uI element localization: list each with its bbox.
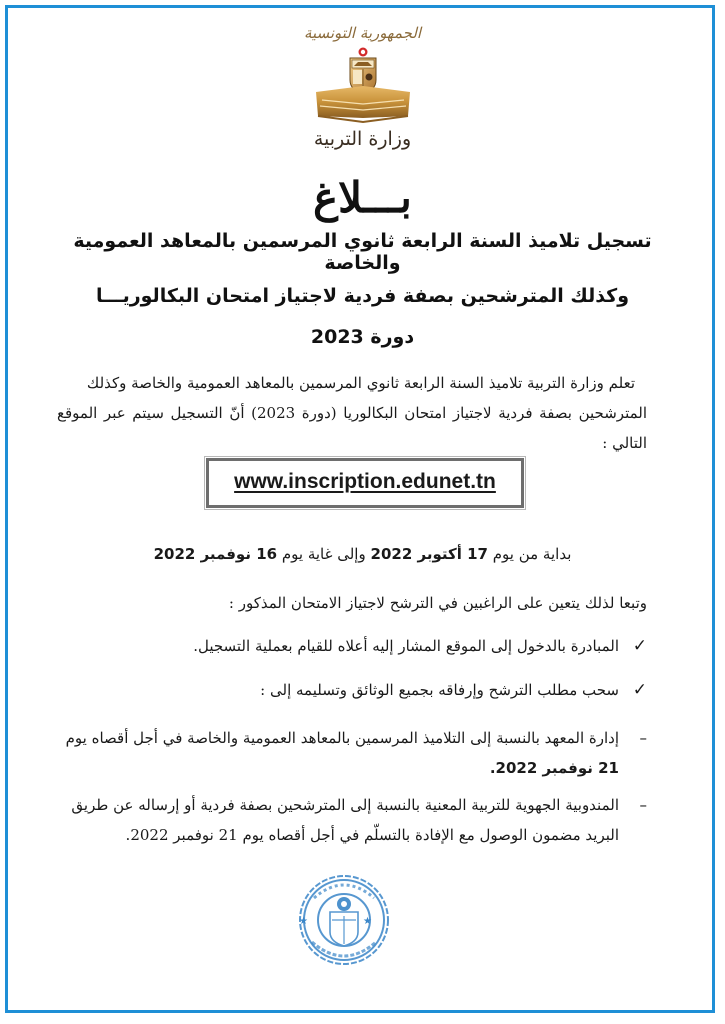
period-prefix: بداية من يوم [492,545,572,563]
dash-bullet-icon: – [639,729,647,747]
step-text: المبادرة بالدخول إلى الموقع المشار إليه أعلاه للقيام بعملية التسجيل. [193,637,619,655]
registration-url-box [206,458,524,508]
step-text: سحب مطلب الترشح وإرفاقه بجميع الوثائق وتسليمه إلى : [260,681,619,699]
destination-item [37,723,647,783]
svg-text:★: ★ [299,916,308,927]
official-seal-stamp-icon [296,872,392,968]
ministry-emblem [0,22,725,152]
session-year: دورة 2023 [310,326,415,348]
step-item [193,636,647,656]
checkmark-icon: ✓ [632,680,647,700]
period-middle: وإلى غاية يوم [281,545,366,563]
intro-paragraph [57,368,647,458]
ministry-label: وزارة التربية [313,128,412,150]
requirements-intro: وتبعا لذلك يتعين على الراغبين في الترشح لاجتياز الامتحان المذكور : [228,594,647,612]
registration-url-link[interactable]: www.inscription.edunet.tn [234,470,496,493]
announcement-title: بـــلاغ [313,173,412,222]
coat-of-arms-book-icon [308,46,418,124]
intro-line-1: تعلم وزارة التربية تلاميذ السنة الرابعة ثانوي المرسمين بالمعاهد العمومية والخاصة وكذلك [86,374,635,392]
destination-deadline: 21 نوفمبر 2022. [489,759,619,777]
step-item [260,680,647,700]
destination-item [37,790,647,850]
period-start-date: 17 أكتوبر 2022 [370,545,488,563]
subject-line-2: وكذلك المترشحين بصفة فردية لاجتياز امتحان البكالوريـــا [95,285,630,307]
destination-text-line-1: إدارة المعهد بالنسبة إلى التلاميذ المرسمين بالمعاهد العمومية والخاصة في أجل أقصاه يوم [65,729,619,747]
subject-line-1: تسجيل تلاميذ السنة الرابعة ثانوي المرسمين بالمعاهد العمومية والخاصة [73,230,652,274]
svg-text:★: ★ [363,916,372,927]
page-border [5,5,715,1013]
dash-bullet-icon: – [639,796,647,814]
destination-text-line-2: البريد مضمون الوصول مع الإفادة بالتسلّم في أجل أقصاه يوم 21 نوفمبر 2022. [125,826,619,844]
checkmark-icon: ✓ [632,636,647,656]
republic-label: الجمهورية التونسية [303,24,422,42]
destination-text-line-1: المندوبية الجهوية للتربية المعنية بالنسبة إلى المترشحين بصفة فردية أو إرساله عن طريق [71,796,619,814]
intro-line-2: المترشحين بصفة فردية لاجتياز امتحان البكالوريا (دورة 2023) أنّ التسجيل سيتم عبر الموقع التالي : [57,404,648,452]
registration-period [0,545,725,563]
period-end-date: 16 نوفمبر 2022 [153,545,278,563]
